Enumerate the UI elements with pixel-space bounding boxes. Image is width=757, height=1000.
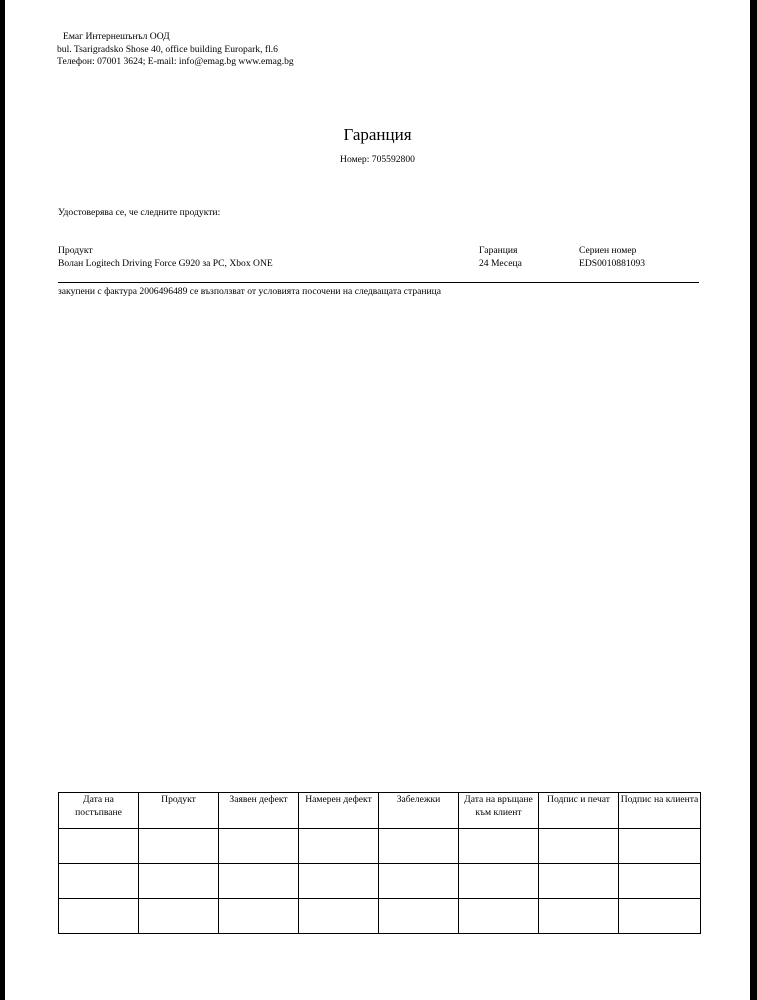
table-row: [59, 899, 701, 934]
table-cell: [299, 829, 379, 864]
service-header-return-date: Дата на връщане към клиент: [459, 793, 539, 829]
table-row: [59, 864, 701, 899]
divider-line: [58, 282, 699, 283]
table-cell: [459, 829, 539, 864]
certify-text: Удостоверява се, че следните продукти:: [58, 207, 221, 218]
table-cell: [619, 899, 701, 934]
product-name: Волан Logitech Driving Force G920 за PC, Xbox ONE: [58, 258, 273, 269]
table-cell: [539, 899, 619, 934]
company-contacts: Телефон: 07001 3624; E-mail: info@emag.bg www.emag.bg: [57, 56, 294, 67]
table-cell: [59, 864, 139, 899]
table-cell: [539, 864, 619, 899]
service-record-table: [58, 792, 701, 934]
service-header-received-date: Дата на постъпване: [59, 793, 139, 829]
company-address: bul. Tsarigradsko Shose 40, office building Europark, fl.6: [57, 43, 278, 55]
service-header-notes: Забележки: [379, 793, 459, 829]
document-title: Гаранция: [343, 125, 412, 144]
warranty-number: Номер: 705592800: [340, 154, 415, 165]
table-cell: [379, 829, 459, 864]
table-cell: [459, 864, 539, 899]
table-cell: [379, 864, 459, 899]
company-header: [57, 31, 294, 69]
table-cell: [459, 899, 539, 934]
table-cell: [619, 829, 701, 864]
table-cell: [139, 864, 219, 899]
table-cell: [219, 864, 299, 899]
company-name: Емаг Интернешънъл ООД: [63, 31, 170, 42]
document-page: [5, 0, 750, 1000]
service-header-found-defect: Намерен дефект: [299, 793, 379, 829]
table-cell: [219, 829, 299, 864]
table-cell: [59, 899, 139, 934]
serial-number: EDS0010881093: [579, 258, 646, 269]
service-header-reported-defect: Заявен дефект: [219, 793, 299, 829]
table-cell: [619, 864, 701, 899]
table-cell: [139, 899, 219, 934]
serial-column-header: Сериен номер: [579, 245, 637, 256]
table-cell: [139, 829, 219, 864]
service-header-stamp-signature: Подпис и печат: [539, 793, 619, 829]
table-cell: [59, 829, 139, 864]
product-column-header: Продукт: [58, 245, 93, 256]
table-cell: [379, 899, 459, 934]
table-cell: [299, 864, 379, 899]
warranty-column-header: Гаранция: [479, 245, 518, 256]
table-row: [59, 829, 701, 864]
service-header-product: Продукт: [139, 793, 219, 829]
table-cell: [219, 899, 299, 934]
service-header-client-signature: Подпис на клиента: [619, 793, 701, 829]
table-cell: [539, 829, 619, 864]
purchase-text: закупени с фактура 2006496489 се възползват от условията посочени на следващата страница: [58, 286, 442, 297]
warranty-period: 24 Месеца: [479, 258, 522, 269]
service-table-header-row: [59, 793, 701, 829]
table-cell: [299, 899, 379, 934]
